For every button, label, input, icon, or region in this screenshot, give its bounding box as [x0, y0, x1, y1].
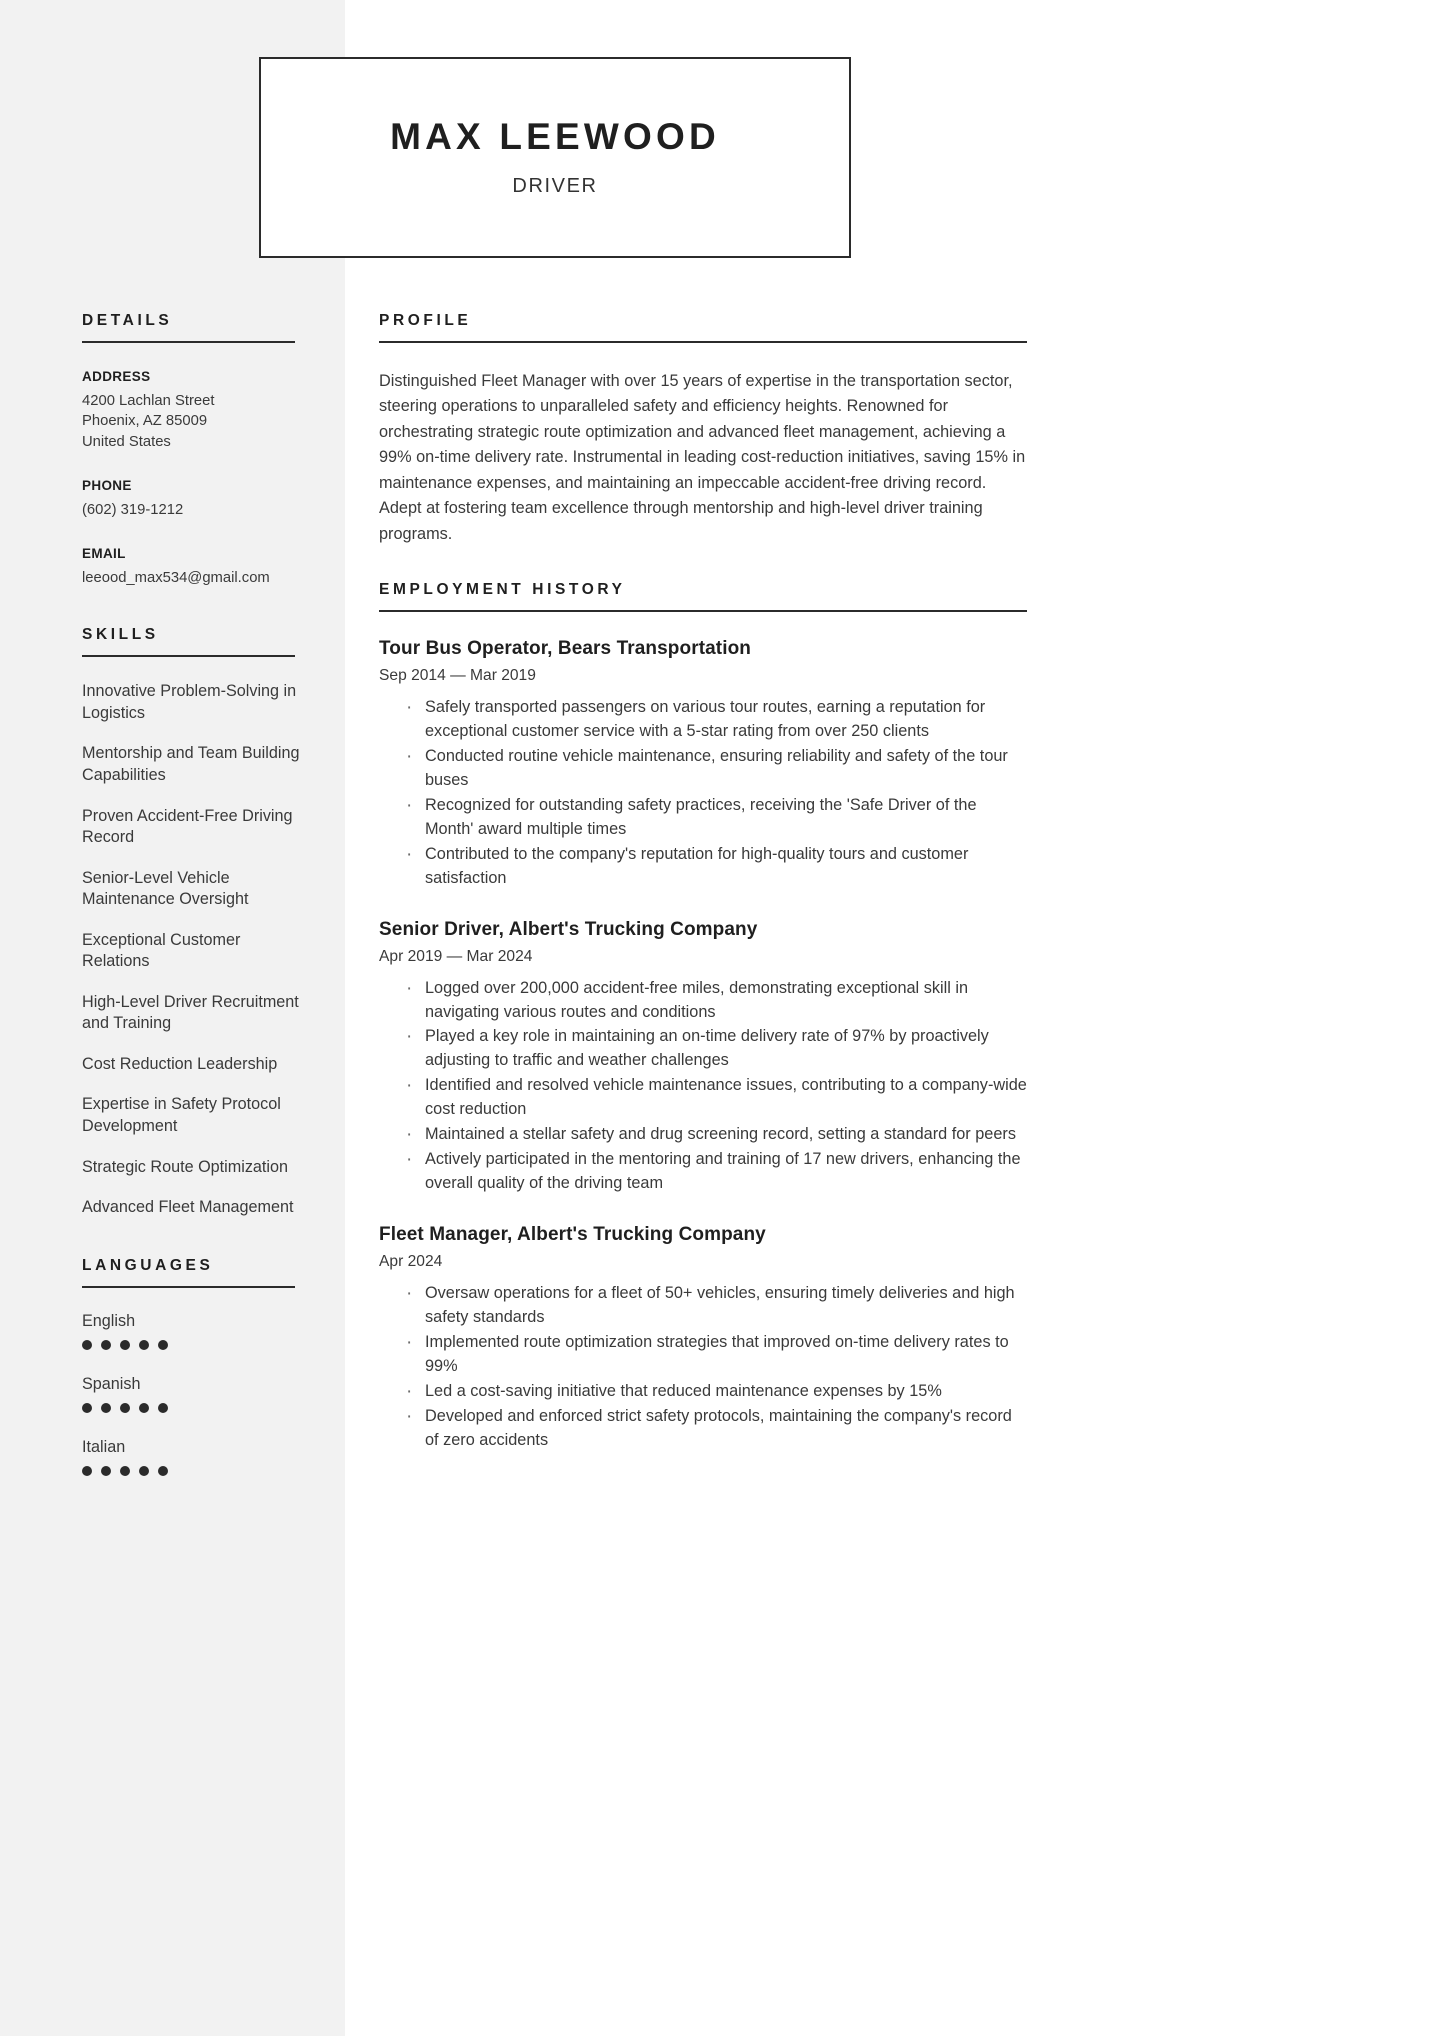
job-bullet: · Oversaw operations for a fleet of 50+ vehicles, ensuring timely deliveries and high safety standards — [379, 1282, 1027, 1330]
job-bullet: · Recognized for outstanding safety practices, receiving the 'Safe Driver of the Month' award multiple times — [379, 794, 1027, 842]
job-bullet: · Developed and enforced strict safety protocols, maintaining the company's record of zero accidents — [379, 1405, 1027, 1453]
detail-value: United States — [82, 433, 171, 450]
job-bullet: · Identified and resolved vehicle maintenance issues, contributing to a company-wide cost reduction — [379, 1074, 1027, 1122]
detail-value: (602) 319-1212 — [82, 501, 184, 518]
language-rating-dots — [82, 1340, 295, 1350]
rating-dot — [101, 1403, 111, 1413]
job-dates: Apr 2019 — Mar 2024 — [379, 947, 533, 965]
language-name: English — [82, 1311, 136, 1330]
rating-dot — [139, 1466, 149, 1476]
job-bullet: · Logged over 200,000 accident-free miles, demonstrating exceptional skill in navigating various routes and conditions — [379, 977, 1027, 1025]
candidate-job-title: DRIVER — [512, 175, 598, 198]
rating-dot — [139, 1403, 149, 1413]
job-bullet: · Contributed to the company's reputation for high-quality tours and customer satisfaction — [379, 843, 1027, 891]
rating-dot — [158, 1340, 168, 1350]
rating-dot — [101, 1466, 111, 1476]
skill-item: Expertise in Safety Protocol Development — [82, 1095, 281, 1135]
rating-dot — [158, 1466, 168, 1476]
job-bullet-list — [379, 1282, 1027, 1453]
job-bullet: · Maintained a stellar safety and drug screening record, setting a standard for peers — [379, 1123, 1027, 1147]
job-bullet: · Safely transported passengers on various tour routes, earning a reputation for exceptional customer service with a 5-star rating from over 250 clients — [379, 696, 1027, 744]
rating-dot — [82, 1403, 92, 1413]
job-bullet: · Played a key role in maintaining an on-time delivery rate of 97% by proactively adjusting to traffic and weather challenges — [379, 1025, 1027, 1073]
job-bullet-list — [379, 977, 1027, 1197]
job-title: Fleet Manager, Albert's Trucking Company — [379, 1224, 766, 1246]
skill-item: Mentorship and Team Building Capabilities — [82, 744, 300, 784]
details-heading: DETAILS — [82, 312, 173, 329]
language-item — [82, 1438, 295, 1476]
job-dates: Sep 2014 — Mar 2019 — [379, 666, 536, 684]
rating-dot — [139, 1340, 149, 1350]
details-divider — [82, 341, 295, 343]
rating-dot — [120, 1340, 130, 1350]
employment-heading: EMPLOYMENT HISTORY — [379, 580, 626, 598]
detail-label: EMAIL — [82, 546, 126, 562]
candidate-name: MAX LEEWOOD — [390, 115, 720, 157]
profile-section — [379, 312, 1027, 547]
skill-item: Proven Accident-Free Driving Record — [82, 806, 293, 847]
employment-jobs — [379, 638, 1027, 1453]
job-bullet: · Led a cost-saving initiative that reduced maintenance expenses by 15% — [379, 1380, 1027, 1404]
job-title: Senior Driver, Albert's Trucking Company — [379, 918, 758, 940]
job-bullet: · Actively participated in the mentoring and training of 17 new drivers, enhancing the overall quality of the driving team — [379, 1148, 1027, 1196]
job-title: Tour Bus Operator, Bears Transportation — [379, 637, 752, 659]
languages-heading: LANGUAGES — [82, 1256, 214, 1274]
name-header-box — [259, 57, 851, 258]
rating-dot — [158, 1403, 168, 1413]
sidebar — [82, 312, 300, 1514]
skill-item: Advanced Fleet Management — [82, 1198, 294, 1217]
skill-item: Cost Reduction Leadership — [82, 1054, 278, 1073]
language-item — [82, 1375, 295, 1413]
detail-group — [82, 478, 295, 520]
detail-value: Phoenix, AZ 85009 — [82, 413, 208, 430]
job-bullet: · Implemented route optimization strategies that improved on-time delivery rates to 99% — [379, 1331, 1027, 1379]
main-column — [379, 312, 1027, 1487]
details-groups — [82, 369, 295, 588]
employment-section — [379, 581, 1027, 1453]
skills-heading: SKILLS — [82, 626, 159, 644]
job-entry — [379, 919, 1027, 1197]
rating-dot — [82, 1466, 92, 1476]
details-section — [82, 312, 295, 588]
rating-dot — [82, 1340, 92, 1350]
detail-group — [82, 369, 295, 452]
language-name: Spanish — [82, 1374, 141, 1393]
detail-group — [82, 546, 295, 588]
job-entry — [379, 1224, 1027, 1453]
skill-item: Senior-Level Vehicle Maintenance Oversight — [82, 868, 249, 909]
skill-item: High-Level Driver Recruitment and Training — [82, 992, 299, 1033]
language-rating-dots — [82, 1403, 295, 1413]
skills-divider — [82, 655, 295, 657]
rating-dot — [101, 1340, 111, 1350]
skills-list — [82, 681, 300, 1218]
skill-item: Strategic Route Optimization — [82, 1157, 289, 1176]
job-dates: Apr 2024 — [379, 1253, 443, 1271]
profile-heading: PROFILE — [379, 312, 472, 329]
skill-item: Exceptional Customer Relations — [82, 930, 241, 971]
rating-dot — [120, 1403, 130, 1413]
languages-list — [82, 1312, 295, 1476]
job-bullet: · Conducted routine vehicle maintenance, ensuring reliability and safety of the tour buses — [379, 745, 1027, 793]
language-rating-dots — [82, 1466, 295, 1476]
profile-text: Distinguished Fleet Manager with over 15 years of expertise in the transportation sector, steering operations to unparalleled safety and efficiency heights. Renowned for orchestrating strategic route optimization and advanced fleet management, achieving a 99% on-time delivery rate. Instrumental in leading cost-reduction initiatives, saving 15% in maintenance expenses, and maintaining an impeccable accident-free driving record. Adept at fostering team excellence through mentorship and high-level driver training programs. — [379, 372, 1026, 543]
job-bullet-list — [379, 696, 1027, 891]
job-entry — [379, 638, 1027, 891]
language-item — [82, 1312, 295, 1350]
languages-section — [82, 1257, 295, 1476]
detail-label: PHONE — [82, 477, 132, 493]
profile-divider — [379, 341, 1027, 343]
skill-item: Innovative Problem-Solving in Logistics — [82, 682, 297, 722]
detail-value: leeood_max534@gmail.com — [82, 570, 270, 587]
language-name: Italian — [82, 1437, 126, 1456]
languages-divider — [82, 1286, 295, 1288]
employment-divider — [379, 610, 1027, 612]
rating-dot — [120, 1466, 130, 1476]
detail-value: 4200 Lachlan Street — [82, 393, 215, 409]
skills-section — [82, 626, 300, 1218]
detail-label: ADDRESS — [82, 369, 151, 384]
